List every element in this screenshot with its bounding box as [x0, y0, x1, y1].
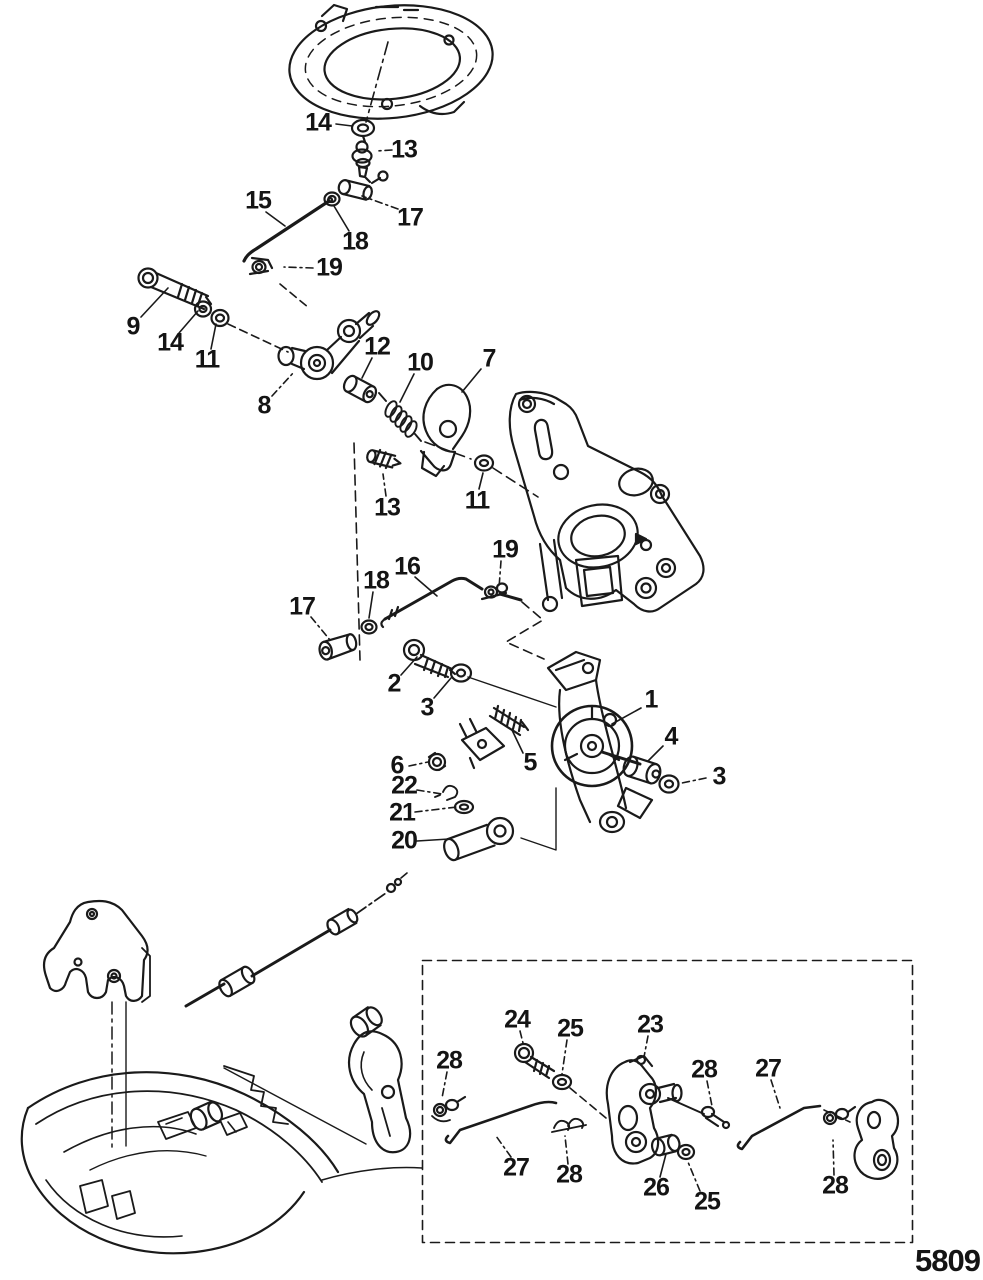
bushing-12-drawing: [341, 374, 378, 405]
screw-28-right-drawing: [702, 1107, 729, 1128]
callout-8: 8: [257, 391, 271, 420]
leader-line-27: [771, 1080, 780, 1108]
swivel-17-mid-drawing: [318, 633, 359, 660]
callout-3: 3: [712, 762, 726, 791]
callout-20: 20: [391, 826, 417, 855]
callout-28: 28: [436, 1046, 462, 1075]
washer-11-drawing: [212, 310, 289, 352]
figure-number: 5809: [915, 1243, 980, 1278]
callout-14: 14: [157, 328, 183, 357]
callout-19: 19: [316, 253, 342, 282]
callout-13: 13: [374, 493, 400, 522]
cowl-pan-drawing: [22, 1066, 422, 1253]
bolt-2-drawing: [404, 640, 455, 677]
link-rod-27-left-drawing: [446, 1102, 556, 1143]
leader-line-17: [362, 196, 398, 209]
callout-6: 6: [390, 751, 404, 780]
leader-line-23: [644, 1036, 648, 1057]
clamp-19-top-drawing: [250, 258, 309, 308]
callout-16: 16: [394, 552, 420, 581]
leader-line-9: [141, 288, 168, 317]
leader-line-28: [442, 1072, 447, 1098]
callout-10: 10: [407, 348, 433, 377]
throttle-cable-drawing: [186, 873, 407, 1006]
leader-line-28: [707, 1081, 712, 1106]
callout-27: 27: [503, 1153, 529, 1182]
anchor-block-drawing: [460, 719, 504, 768]
clip-28-mid-drawing: [552, 1119, 586, 1132]
callout-28: 28: [822, 1171, 848, 1200]
callout-18: 18: [342, 227, 368, 256]
bushing-4-drawing: [621, 755, 662, 785]
callout-11: 11: [464, 486, 490, 515]
callout-15: 15: [245, 186, 271, 215]
leader-line-22: [417, 790, 442, 794]
cam-latch-drawing: [855, 1100, 898, 1179]
bolt-24-drawing: [515, 1044, 554, 1078]
screw-28-left-drawing: [432, 1097, 465, 1121]
ring-centerline: [366, 42, 388, 122]
leader-line-25: [562, 1040, 567, 1074]
leader-line-14: [336, 124, 352, 126]
valve-13-drawing: [353, 142, 372, 183]
callout-5: 5: [523, 748, 537, 777]
callout-28: 28: [556, 1160, 582, 1189]
screw-13-mid-drawing: [366, 447, 403, 471]
cowl-lever-drawing: [347, 1004, 410, 1152]
washer-25-top-drawing: [553, 1075, 606, 1118]
leader-line-6: [409, 762, 428, 766]
spacer-20-drawing: [441, 818, 513, 862]
bracket-23-drawing: [607, 1056, 704, 1163]
nut-18-mid-drawing: [362, 621, 377, 634]
leader-line-12: [362, 358, 372, 378]
bushing-26-drawing: [650, 1133, 681, 1156]
leader-line-18: [369, 592, 373, 618]
clamp-19-mid-drawing: [482, 584, 507, 600]
callout-18: 18: [363, 566, 389, 595]
leader-line-13: [376, 150, 392, 151]
nut-6-drawing: [429, 753, 445, 770]
leader-line-8: [272, 372, 294, 396]
spring-10-drawing: [379, 393, 421, 441]
control-lever-1-drawing: [548, 652, 652, 832]
callout-24: 24: [504, 1005, 530, 1034]
seal-14-drawing: [352, 120, 374, 142]
washer-21-drawing: [455, 801, 473, 813]
callout-23: 23: [637, 1010, 663, 1039]
callout-2: 2: [387, 669, 401, 698]
callout-22: 22: [391, 771, 417, 800]
callout-28: 28: [691, 1055, 717, 1084]
leader-line-21: [415, 807, 457, 812]
callout-17: 17: [397, 203, 423, 232]
callout-9: 9: [126, 312, 140, 341]
washer-25-bottom-drawing: [678, 1145, 694, 1159]
callout-4: 4: [664, 722, 678, 751]
leader-lines: [141, 124, 834, 1191]
washer-3-right-drawing: [660, 776, 679, 793]
leader-line-3: [434, 678, 451, 698]
leader-line-1: [612, 708, 641, 724]
link-rod-16-drawing: [381, 578, 521, 627]
leader-line-28: [833, 1140, 834, 1175]
callout-17: 17: [289, 592, 315, 621]
callout-11: 11: [194, 345, 220, 374]
callout-27: 27: [755, 1054, 781, 1083]
washer-11-mid-drawing: [475, 456, 493, 471]
mount-bracket-drawing: [44, 901, 150, 1150]
callout-25: 25: [694, 1187, 720, 1216]
callout-3: 3: [420, 693, 434, 722]
leader-line-19: [284, 267, 313, 268]
carburetor-body-drawing: [510, 392, 704, 612]
callout-26: 26: [643, 1173, 669, 1202]
callout-1: 1: [644, 685, 658, 714]
callout-25: 25: [557, 1014, 583, 1043]
leader-line-4: [648, 746, 663, 761]
callout-7: 7: [482, 344, 496, 373]
leader-line-3: [682, 778, 706, 783]
callout-19: 19: [492, 535, 518, 564]
throttle-cam-7-drawing: [421, 385, 470, 476]
leader-line-10: [400, 374, 414, 402]
leader-line-20: [417, 839, 449, 841]
callout-14: 14: [305, 108, 331, 137]
callout-13: 13: [391, 135, 417, 164]
stud-5-drawing: [490, 706, 528, 735]
callout-12: 12: [364, 332, 390, 361]
callout-21: 21: [389, 798, 415, 827]
leader-line-7: [462, 369, 481, 392]
